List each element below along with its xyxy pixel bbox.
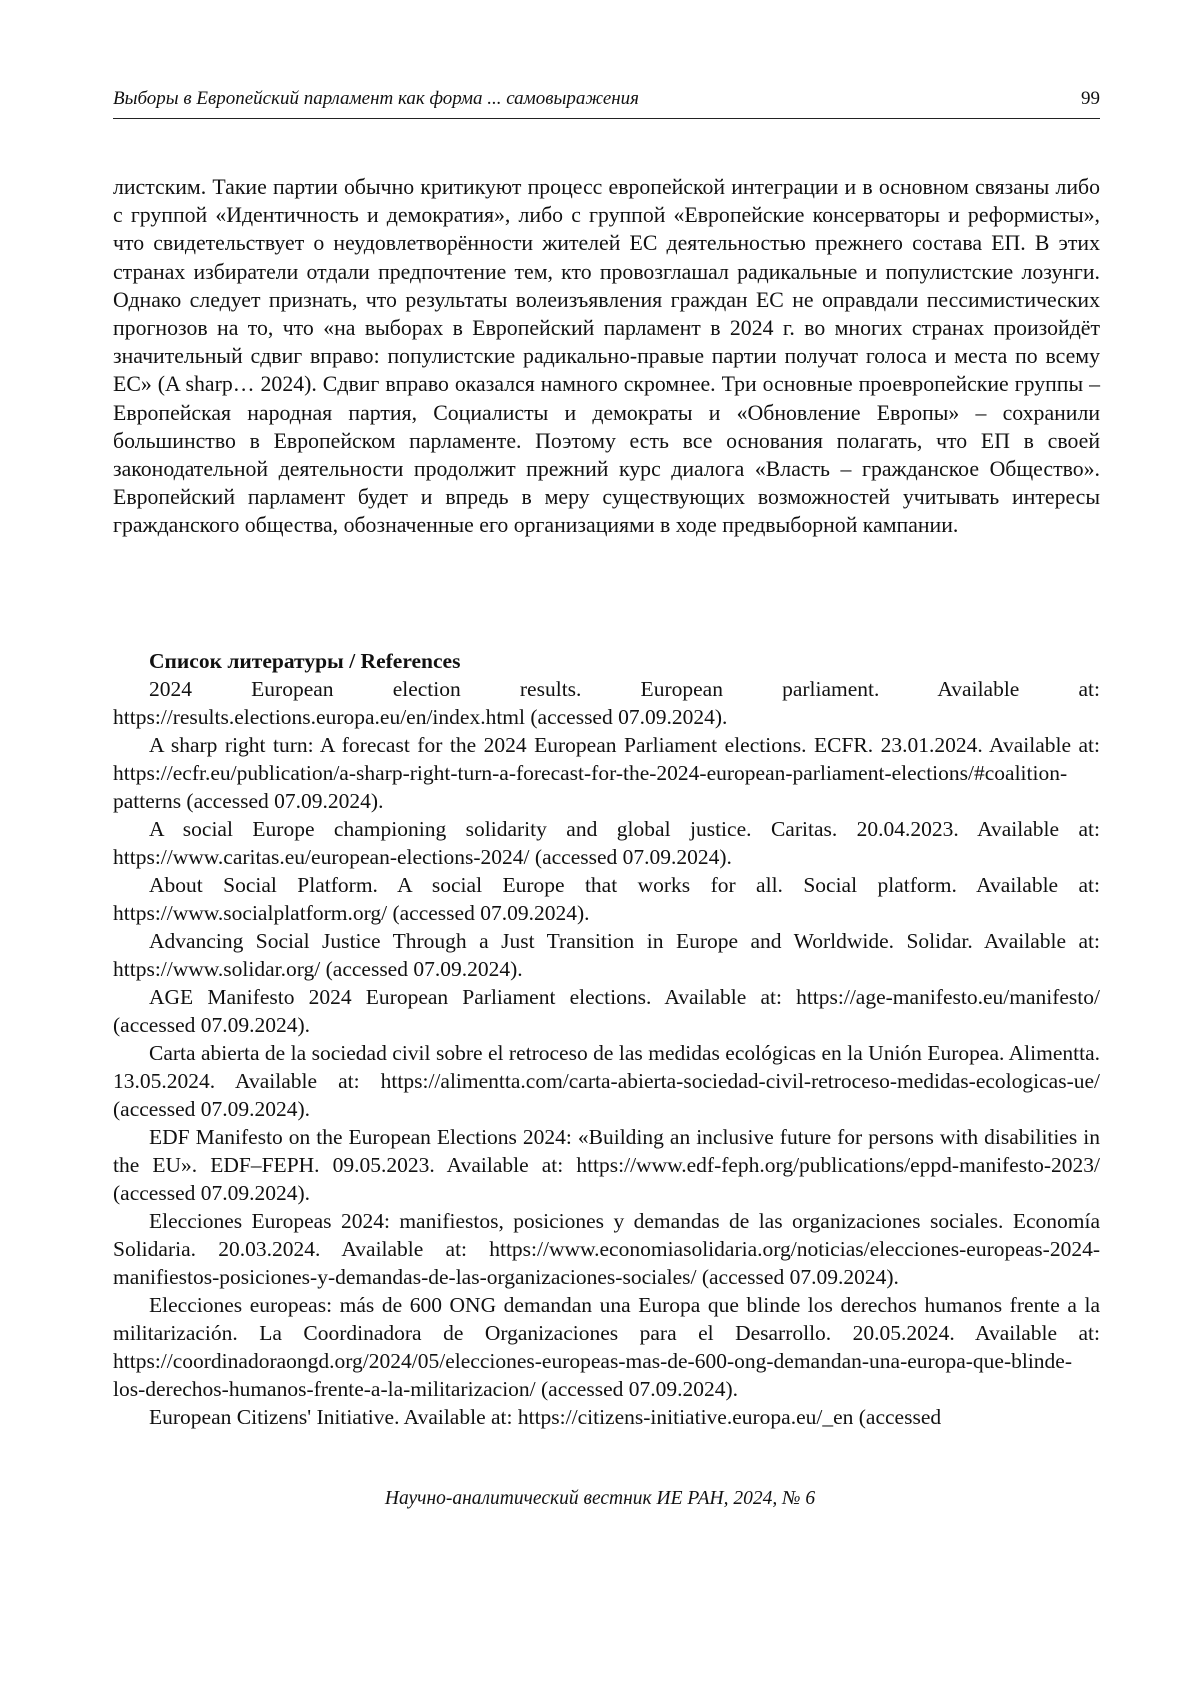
reference-item: About Social Platform. A social Europe that works for all. Social platform. Available at: https://www.socialplatform.org/ (accessed 07.09.2024). bbox=[113, 873, 1100, 925]
journal-footer: Научно-аналитический вестник ИЕ РАН, 2024, № 6 bbox=[384, 1488, 816, 1509]
reference-item: Elecciones europeas: más de 600 ONG demandan una Europa que blinde los derechos humanos frente a la militarización. La Coordinadora de Organizaciones para el Desarrollo. 20.05.2024. Available at: https://coordinadoraongd.org/2024/05/elecciones-europeas-mas-de-600-ong-demandan-una-europa-que-blinde-los-derechos-humanos-frente-a-la-militarizacion/ (accessed 07.09.2024). bbox=[113, 1293, 1100, 1401]
running-header-title: Выборы в Европейский парламент как форма ... самовыражения bbox=[113, 88, 640, 109]
page-number: 99 bbox=[1081, 88, 1100, 109]
reference-item: A sharp right turn: A forecast for the 2024 European Parliament elections. ECFR. 23.01.2024. Available at: https://ecfr.eu/publication/a-sharp-right-turn-a-forecast-for-the-2024-european-parliament-elections/#coalition-patterns (accessed 07.09.2024). bbox=[113, 733, 1100, 813]
running-header bbox=[113, 84, 1100, 119]
reference-item: 2024 European election results. European parliament. Available at: https://results.elections.europa.eu/en/index.html (accessed 07.09.2024). bbox=[113, 677, 1100, 729]
references-section bbox=[113, 647, 1100, 1431]
reference-item: A social Europe championing solidarity and global justice. Caritas. 20.04.2023. Available at: https://www.caritas.eu/european-elections-2024/ (accessed 07.09.2024). bbox=[113, 817, 1100, 869]
reference-item: European Citizens' Initiative. Available at: https://citizens-initiative.europa.eu/_en (accessed bbox=[149, 1405, 942, 1429]
reference-item: Carta abierta de la sociedad civil sobre el retroceso de las medidas ecológicas en la Unión Europea. Alimentta. 13.05.2024. Available at: https://alimentta.com/carta-abierta-sociedad-civil-retroceso-medidas-ecologicas-ue/ (accessed 07.09.2024). bbox=[113, 1041, 1100, 1121]
reference-item: EDF Manifesto on the European Elections 2024: «Building an inclusive future for persons with disabilities in the EU». EDF–FEPH. 09.05.2023. Available at: https://www.edf-feph.org/publications/eppd-manifesto-2023/ (accessed 07.09.2024). bbox=[113, 1125, 1100, 1205]
reference-item: Advancing Social Justice Through a Just Transition in Europe and Worldwide. Solidar. Available at: https://www.solidar.org/ (accessed 07.09.2024). bbox=[113, 929, 1100, 981]
reference-item: AGE Manifesto 2024 European Parliament elections. Available at: https://age-manifesto.eu/manifesto/ (accessed 07.09.2024). bbox=[113, 985, 1100, 1037]
references-heading: Список литературы / References bbox=[149, 649, 461, 673]
reference-item: Elecciones Europeas 2024: manifiestos, posiciones y demandas de las organizaciones sociales. Economía Solidaria. 20.03.2024. Available at: https://www.economiasolidaria.org/noticias/elecciones-europeas-2024-manifiestos-posiciones-y-demandas-de-las-organizaciones-sociales/ (accessed 07.09.2024). bbox=[113, 1209, 1100, 1289]
body-paragraph: листским. Такие партии обычно критикуют процесс европейской интеграции и в основном связаны либо с группой «Идентичность и демократия», либо с группой «Европейские консерваторы и реформисты», что свидетельствует о неудовлетворённости жителей ЕС деятельностью прежнего состава ЕП. В этих странах избиратели отдали предпочтение тем, кто провозглашал радикальные и популистские лозунги. Однако следует признать, что результаты волеизъявления граждан ЕС не оправдали пессимистических прогнозов на то, что «на выборах в Европейский парламент в 2024 г. во многих странах произойдёт значительный сдвиг вправо: популистские радикально-правые партии получат голоса и места по всему ЕС» (A sharp… 2024). Сдвиг вправо оказался намного скромнее. Три основные проевропейские группы – Европейская народная партия, Социалисты и демократы и «Обновление Европы» – сохранили большинство в Европейском парламенте. Поэтому есть все основания полагать, что ЕП в своей законодательной деятельности продолжит прежний курс диалога «Власть – гражданское Общество». Европейский парламент будет и впредь в меру существующих возможностей учитывать интересы гражданского общества, обозначенные его организациями в ходе предвыборной кампании. bbox=[113, 175, 1100, 538]
